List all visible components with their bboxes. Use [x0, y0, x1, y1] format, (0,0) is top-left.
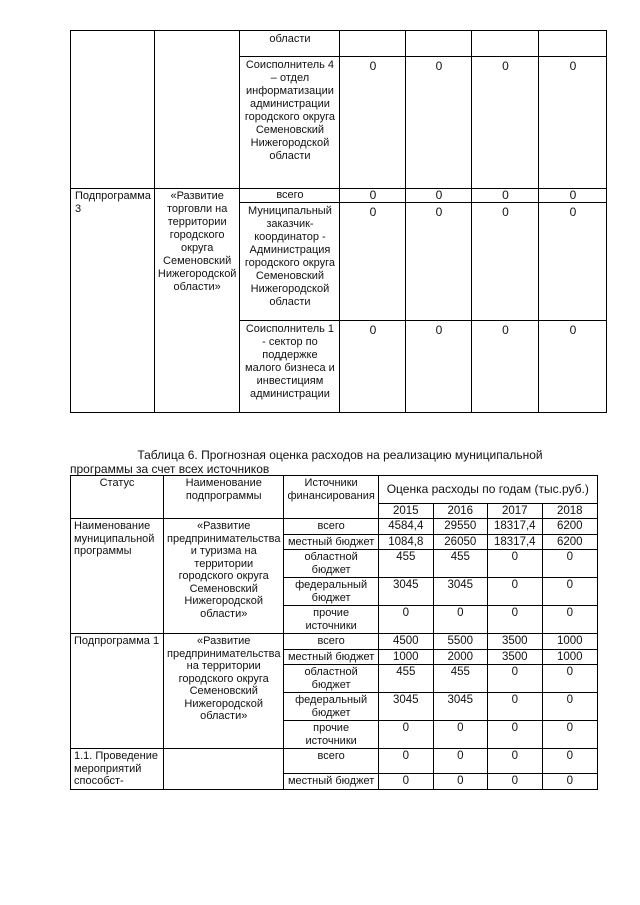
expenses-table-continued — [70, 30, 607, 413]
source-cell: областной бюджет — [284, 550, 378, 578]
value-cell: 0 — [487, 749, 542, 774]
value-cell: 26050 — [433, 534, 487, 550]
value-cell: 0 — [340, 57, 406, 189]
value-cell: 0 — [539, 189, 607, 203]
value-cell: 29550 — [433, 519, 487, 535]
source-cell: всего — [240, 189, 340, 203]
year-header: 2018 — [542, 503, 597, 519]
source-cell: Муниципальный заказчик-координатор - Администрация городского округа Семеновский Нижегородской области — [240, 203, 340, 321]
year-header: 2017 — [487, 503, 542, 519]
table-row — [71, 189, 607, 203]
source-cell: прочие источники — [284, 721, 378, 749]
value-cell: 6200 — [542, 519, 597, 535]
status-cell: 1.1. Проведение мероприятий способст- — [71, 749, 164, 790]
column-header-subprogram: Наименование подпрограммы — [164, 476, 284, 519]
value-cell: 0 — [378, 606, 433, 634]
source-cell: всего — [284, 749, 378, 774]
table-row — [71, 749, 598, 774]
subprogram-cell: «Развитие предпринимательства на территории городского округа Семеновский Нижегородской области» — [164, 634, 284, 749]
source-cell: прочие источники — [284, 606, 378, 634]
subprogram-cell — [154, 31, 240, 189]
status-cell: Подпрограмма 3 — [71, 189, 155, 413]
value-cell: 2000 — [433, 649, 487, 665]
subprogram-cell: «Развитие предпринимательства и туризма на территории городского округа Семеновский Нижегородской области» — [164, 519, 284, 634]
value-cell: 18317,4 — [487, 519, 542, 535]
value-cell: 0 — [472, 189, 539, 203]
value-cell: 0 — [487, 693, 542, 721]
year-header: 2015 — [378, 503, 433, 519]
value-cell: 4584,4 — [378, 519, 433, 535]
value-cell: 0 — [542, 578, 597, 606]
value-cell: 6200 — [542, 534, 597, 550]
source-cell: федеральный бюджет — [284, 693, 378, 721]
source-cell: местный бюджет — [284, 774, 378, 790]
value-cell: 0 — [487, 665, 542, 693]
value-cell: 3045 — [433, 578, 487, 606]
value-cell: 4500 — [378, 634, 433, 650]
value-cell: 3500 — [487, 634, 542, 650]
value-cell: 1000 — [378, 649, 433, 665]
caption-line: программы за счет всех источников — [70, 462, 270, 476]
source-cell: Соисполнитель 4 – отдел информатизации администрации городского округа Семеновский Нижегородской области — [240, 57, 340, 189]
value-cell: 0 — [542, 693, 597, 721]
status-cell — [71, 31, 155, 189]
source-cell: области — [240, 31, 340, 57]
value-cell: 0 — [542, 606, 597, 634]
value-cell: 0 — [539, 321, 607, 413]
value-cell: 0 — [433, 606, 487, 634]
value-cell: 3045 — [433, 693, 487, 721]
caption-line: Таблица 6. Прогнозная оценка расходов на реализацию муниципальной — [137, 448, 543, 462]
source-cell: местный бюджет — [284, 649, 378, 665]
year-header: 2016 — [433, 503, 487, 519]
value-cell: 0 — [487, 721, 542, 749]
source-cell: местный бюджет — [284, 534, 378, 550]
header-row — [71, 476, 598, 504]
value-cell: 455 — [378, 665, 433, 693]
source-cell: федеральный бюджет — [284, 578, 378, 606]
value-cell — [340, 31, 406, 57]
table-row — [71, 31, 607, 57]
value-cell — [406, 31, 472, 57]
value-cell: 0 — [472, 203, 539, 321]
value-cell: 0 — [433, 774, 487, 790]
value-cell: 0 — [542, 749, 597, 774]
value-cell: 0 — [433, 721, 487, 749]
value-cell: 0 — [539, 57, 607, 189]
subprogram-cell — [164, 749, 284, 790]
value-cell: 0 — [542, 774, 597, 790]
value-cell: 0 — [378, 721, 433, 749]
column-header-estimate: Оценка расходы по годам (тыс.руб.) — [378, 476, 597, 504]
value-cell: 1000 — [542, 634, 597, 650]
value-cell: 5500 — [433, 634, 487, 650]
value-cell: 0 — [542, 550, 597, 578]
value-cell: 0 — [340, 321, 406, 413]
column-header-status: Статус — [71, 476, 164, 519]
source-cell: Соисполнитель 1 - сектор по поддержке малого бизнеса и инвестициям администрации — [240, 321, 340, 413]
value-cell: 0 — [472, 57, 539, 189]
value-cell: 0 — [542, 665, 597, 693]
value-cell: 455 — [433, 550, 487, 578]
value-cell: 0 — [539, 203, 607, 321]
forecast-expenses-table — [70, 475, 598, 790]
status-cell: Подпрограмма 1 — [71, 634, 164, 749]
column-header-source: Источники финансирования — [284, 476, 378, 519]
source-cell: всего — [284, 519, 378, 535]
status-cell: Наименование муниципальной программы — [71, 519, 164, 634]
value-cell: 1000 — [542, 649, 597, 665]
value-cell: 3500 — [487, 649, 542, 665]
value-cell: 3045 — [378, 578, 433, 606]
value-cell: 455 — [433, 665, 487, 693]
value-cell: 0 — [472, 321, 539, 413]
value-cell — [472, 31, 539, 57]
source-cell: областной бюджет — [284, 665, 378, 693]
table-row — [71, 519, 598, 535]
value-cell: 18317,4 — [487, 534, 542, 550]
value-cell: 1084,8 — [378, 534, 433, 550]
value-cell: 0 — [487, 774, 542, 790]
value-cell: 3045 — [378, 693, 433, 721]
value-cell: 0 — [378, 749, 433, 774]
value-cell: 0 — [340, 189, 406, 203]
source-cell: всего — [284, 634, 378, 650]
value-cell: 0 — [340, 203, 406, 321]
value-cell: 0 — [406, 57, 472, 189]
value-cell: 0 — [378, 774, 433, 790]
value-cell: 0 — [487, 550, 542, 578]
table-caption — [70, 448, 590, 476]
value-cell: 0 — [406, 189, 472, 203]
table-row — [71, 634, 598, 650]
value-cell — [539, 31, 607, 57]
value-cell: 0 — [433, 749, 487, 774]
value-cell: 0 — [487, 606, 542, 634]
value-cell: 455 — [378, 550, 433, 578]
value-cell: 0 — [487, 578, 542, 606]
value-cell: 0 — [406, 203, 472, 321]
subprogram-cell: «Развитие торговли на территории городского округа Семеновский Нижегородской области» — [154, 189, 240, 413]
value-cell: 0 — [406, 321, 472, 413]
value-cell: 0 — [542, 721, 597, 749]
